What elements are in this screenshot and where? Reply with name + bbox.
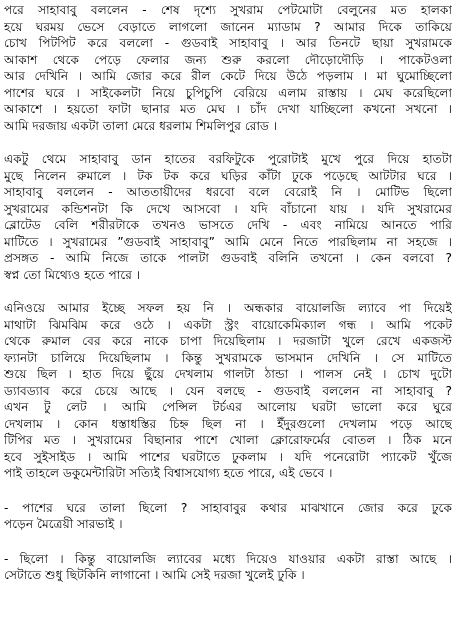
text-line: মাথাটা ঝিমঝিম করে ওঠে । একটা স্ট্রং বায়োকেমিক্যাল গন্ধ । আমি পকেট: [4, 317, 452, 332]
text-line: পরে সাহাবাবু বললেন - শেষ দৃশ্যে সুখরাম পেটমোটা বেলুনের মত হালকা: [4, 3, 452, 17]
text-line: ফ্যানটা চালিয়ে দিয়েছিলাম । কিন্তু সুখরামকে ভাসমান দেখিনি । সে মাটিতে: [4, 350, 452, 365]
text-line: আকাশ থেকে পেড়ে ফেলার জন্য শুরু করলো দৌড়োদৌড়ি । পাকেটওলা: [4, 52, 452, 67]
text-line: মাটিতে । সুখরামের ”গুডবাই সাহাবাবু” আমি মেনে নিতে পারছিলাম না সহজে ।: [4, 234, 452, 249]
paragraph-spacer: [4, 134, 452, 151]
text-line: হয়ে ঘরময় ভেসে বেড়াতে লাগলো জানেন ম্যাডাম ? আমার দিকে তাকিয়ে: [4, 19, 452, 34]
text-line: হবে সুইসাইড । আমি পাশের ঘরটাতে ঢুকলাম । যদি পনেরোটা প্যাকেট খুঁজে: [4, 449, 452, 464]
paragraph-spacer: [4, 482, 452, 500]
text-line: সুখরামের কন্ডিশনটা কি দেখে আসবো । যদি বাঁচানো যায় । যদি সুখরামের: [4, 201, 452, 216]
text-line: প্রসঙ্গত - আমি নিজে তাকে পালটা গুডবাই বলিনি তখনো । কেন বলবো ?: [4, 251, 452, 265]
text-line: এনিওয়ে আমার ইচ্ছে সফল হয় নি । অন্ধকার বায়োলজি ল্যাবে পা দিয়েই: [4, 301, 452, 315]
paragraph-3: [4, 300, 452, 482]
paragraph-spacer: [4, 533, 452, 551]
text-line: মুছে নিলেন রুমালে । টক টক করে ঘড়ির কাঁটা ঢুকে পড়েছে আটটার ঘরে ।: [4, 168, 452, 183]
text-line: আমি দরজায় একটা তালা মেরে ধরলাম শিমলিপুর রোড ।: [4, 118, 278, 133]
text-line: - পাশের ঘরে তালা ছিলো ? সাহাবাবুর কথার মাঝখানে জোর করে ঢুকে: [4, 500, 452, 515]
text-line: আর দেখিনি । আমি জোর করে রীল কেটে দিয়ে উঠে পড়লাম । মা ঘুমোচ্ছিলো: [4, 69, 452, 83]
text-line: এখন টু লেট । আমি পেন্সিল টর্চএর আলোয় ঘরটা ভালো করে ঘুরে: [4, 400, 452, 414]
text-line: পাই তাহলে ডকুমেন্টারিটা সত্যিই বিশ্বাসযোগ্য হতে পারে, এই ভেবে ।: [4, 466, 333, 480]
paragraph-4: [4, 500, 452, 533]
paragraph-2: [4, 151, 452, 283]
text-line: ব্লোটেড বেলি শরীরটাকে তখনও ভাসতে দেখি - এবং নামিয়ে আনতে পারি: [4, 218, 452, 232]
text-line: সেটাতে শুধু ছিটকিনি লাগানো । আমি সেই দরজা খুলেই ঢুকি ।: [4, 568, 305, 582]
paragraph-1: [4, 2, 452, 134]
text-line: শুয়ে ছিল । হাত দিয়ে ছুঁয়ে দেখলাম গালটা ঠান্ডা । পালস নেই । চোখ দুটো: [4, 367, 452, 381]
text-line: - ছিলো । কিন্তু বায়োলজি ল্যাবের মধ্যে দিয়েও যাওয়ার একটা রাস্তা আছে ।: [4, 551, 452, 566]
paragraph-5: [4, 551, 452, 584]
text-line: থেকে রুমাল বের করে নাকে চাপা দিয়েছিলাম । দরজাটা খুলে রেখে একজস্ট: [4, 334, 452, 348]
text-line: আকাশে । হয়তো ফাটা ছানার মত মেঘ । চাঁদ দেখা যাচ্ছিলো কখনো সখনো ।: [4, 102, 452, 116]
paragraph-spacer: [4, 283, 452, 300]
text-line: টিপির মত । সুখরামের বিছানার পাশে খোলা ক্লোরোফর্মের বোতল । ঠিক মনে: [4, 433, 452, 447]
text-line: চোখ পিটপিট করে বললো - গুডবাই সাহাবাবু । আর তিনটে ছায়া সুখরামকে: [4, 36, 452, 50]
text-line: দেখলাম । কোন ধস্তাধস্তির চিহ্ন ছিল না । ইঁদুরগুলো দেখলাম পড়ে আছে: [4, 416, 452, 431]
text-line: একটু থেমে সাহাবাবু ডান হাতের বরফিটুকে পুরোটাই মুখে পুরে দিয়ে হাতটা: [4, 152, 452, 166]
text-line: সাহাবাবু বললেন - আততায়ীদের ধরবো বলে বেরোই নি । মোটিভ ছিলো: [4, 185, 452, 199]
text-line: পাশের ঘরে । সাইকেলটা নিয়ে চুপিচুপি বেরিয়ে এলাম রাস্তায় । মেঘ করেছিলো: [4, 85, 452, 100]
text-line: পড়েন মৈত্রেয়ী সারভাই ।: [4, 517, 123, 531]
text-line: স্বপ্ন তো মিথ্যেও হতে পারে ।: [4, 267, 141, 282]
text-line: ড্যাবড্যাব করে চেয়ে আছে । যেন বলছে - গুডবাই বললেন না সাহাবাবু ?: [4, 383, 452, 398]
